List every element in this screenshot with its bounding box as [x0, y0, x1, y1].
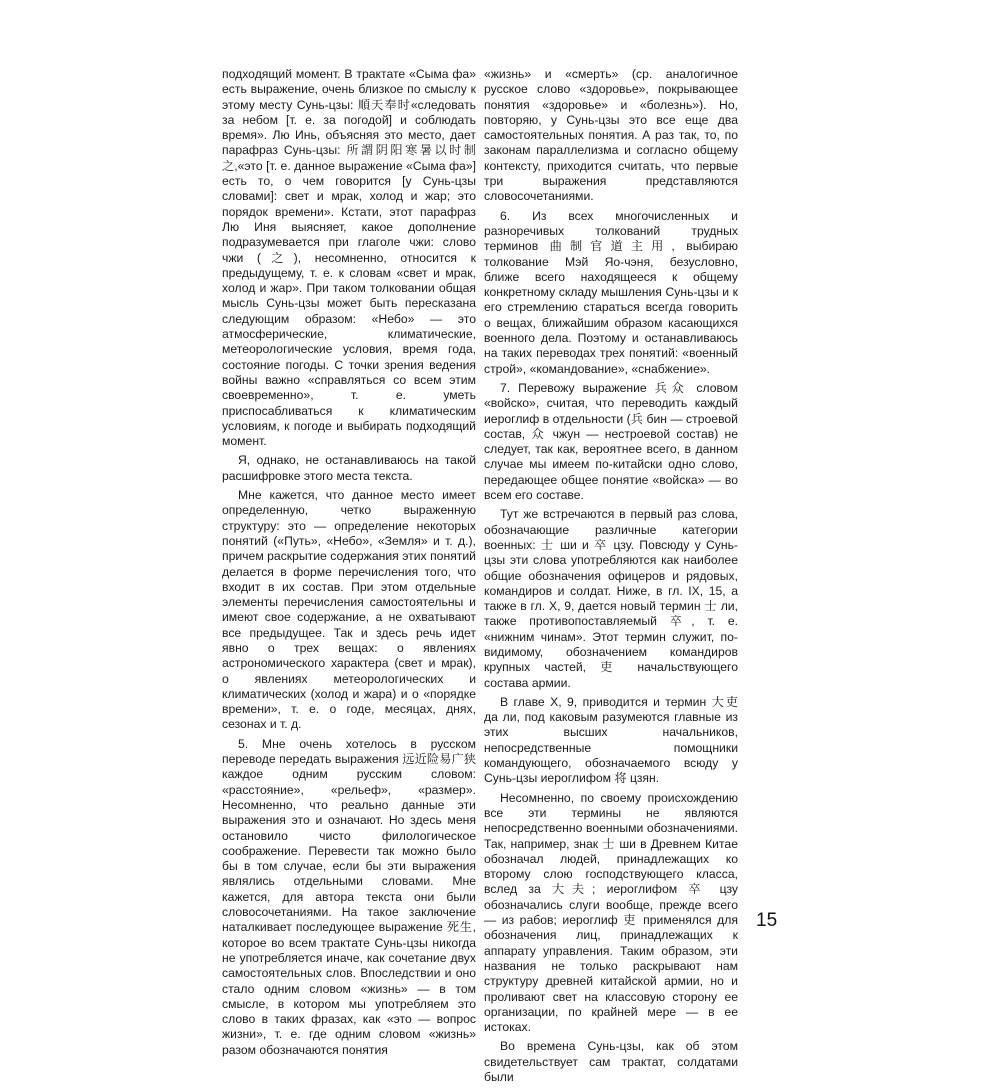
paragraph: 5. Мне очень хотелось в русском переводе передать выражения 远近险易广狭 каждое одним русским словом: «расстояние», «рельеф», «размер». Несомненно, что реально данные эти выражения это и означают. Но здесь меня остановило чисто филологическое соображение. Перевести так можно было бы в том случае, если бы эти выражения являлись отдельными словами. Мне кажется, для автора текста они были словосочетаниями. На такое заключение наталкивает последующее выражение 死生, которое во всем трактате Сунь-цзы никогда не употребляется иначе, как сочетание двух самостоятельных слов. Впоследствии и оно стало одним словом «жизнь» — в том смысле, в котором мы употребляем это слово в таких фразах, как «это — вопрос жизни», т. е. где одним словом «жизнь» разом обозначаются понятия [222, 736, 476, 1057]
paragraph: Я, однако, не останавливаюсь на такой расшифровке этого места текста. [222, 453, 476, 483]
paragraph: «жизнь» и «смерть» (ср. аналогичное русское слово «здоровье», покрывающее понятия «здоровье» и «болезнь»). Но, повторяю, у Сунь-цзы это все еще два самостоятельных понятия. А раз так, то, по законам параллелизма и согласно общему контексту, приходится считать, что первые три выражения представляются словосочетаниями. [484, 67, 738, 204]
page-number: 15 [756, 910, 778, 931]
paragraph: подходящий момент. В трактате «Сыма фа» есть выражение, очень близкое по смыслу к этому месту Сунь-цзы: 順天奉时«следовать за небом [т. е. за погодой] и соблюдать время». Лю Инь, объясняя это место, дает парафраз Сунь-цзы: 所謂阴阳寒暑以时制之,«это [т. е. данное выражение «Сыма фа»] есть то, о чем говорится [у Сунь-цзы словами]: свет и мрак, холод и жар; это порядок времени». Кстати, этот парафраз Лю Иня выясняет, какое дополнение подразумевается при глаголе чжи: слово чжи (之), несомненно, относится к предыдущему, т. е. к словам «свет и мрак, холод и жар». При таком толковании общая мысль Сунь-цзы может быть пересказана следующим образом: «Небо» — это атмосферические, климатические, метеорологические условия, время года, состояние погоды. С точки зрения ведения войны важно «справляться со всем этим своевременно», т. е. уметь приспосабливаться к климатическим условиям, к погоде и выбирать подходящий момент. [222, 67, 476, 449]
paragraph: Мне кажется, что данное место имеет определенную, четко выраженную структуру: это — определение некоторых понятий («Путь», «Небо», «Земля» и т. д.), причем раскрытие содержания этих понятий делается в форме перечисления того, что входит в их состав. При этом отдельные элементы перечисления самостоятельны и имеют свое содержание, а не охватывают все предыдущее. Так и здесь речь идет явно о трех вещах: о явлениях астрономического характера (свет и мрак), о явлениях метеорологических и климатических (холод и жара) и о «порядке времени», т. е. о годе, месяцах, днях, сезонах и т. д. [222, 488, 476, 732]
paragraph: Несомненно, по своему происхождению все эти термины не являются непосредственно военными обозначениями. Так, например, знак 士 ши в Древнем Китае обозначал людей, принадлежащих ко второму слою господствующего класса, вслед за 大夫; иероглифом 卒 цзу обозначались слуги вообще, прежде всего — из рабов; иероглиф 吏 применялся для обозначения лиц, принадлежащих к аппарату управления. Таким образом, эти названия не только раскрывают нам структуру древней китайской армии, но и проливают свет на классовую сторону ее организации, по крайней мере — в ее истоках. [484, 790, 738, 1035]
paragraph: 7. Перевожу выражение 兵众 словом «войско», считая, что переводить каждый иероглиф в отдельности (兵 бин — строевой состав, 众 чжун — нестроевой состав) не следует, так как, вероятнее всего, в данном случае мы имеем по-китайски одно слово, передающее общее понятие «войска» — во всем его составе. [484, 380, 738, 503]
paragraph: В главе X, 9, приводится и термин 大吏 да ли, под каковым разумеются главные из этих высших начальников, непосредственные помощники командующего, обозначаемого всюду у Сунь-цзы иероглифом 将 цзян. [484, 694, 738, 786]
paragraph: Во времена Сунь-цзы, как об этом свидетельствует сам трактат, солдатами были [484, 1039, 738, 1084]
paragraph: 6. Из всех многочисленных и разноречивых толкований трудных терминов 曲制官道主用, выбираю толкование Мэй Яо-чэня, безусловно, ближе всего находящееся к общему конкретному складу мышления Сунь-цзы и к его стремлению стараться всегда говорить о вещах, ближайшим образом касающихся военного дела. Поэтому и останавливаюсь на таких переводах трех понятий: «военный строй», «командование», «снабжение». [484, 208, 738, 376]
right-text-column [484, 67, 738, 1089]
paragraph: Тут же встречаются в первый раз слова, обозначающие различные категории военных: 士 ши и 卒 цзу. Повсюду у Сунь-цзы эти слова употребляются как наиболее общие обозначения офицеров и рядовых, командиров и солдат. Ниже, в гл. IX, 15, а также в гл. X, 9, дается новый термин 士 ли, также противопоставляемый 卒, т. е. «нижним чинам». Этот термин служит, по-видимому, обозначением командиров крупных частей, 吏 начальствующего состава армии. [484, 507, 738, 690]
left-text-column [222, 67, 476, 1062]
